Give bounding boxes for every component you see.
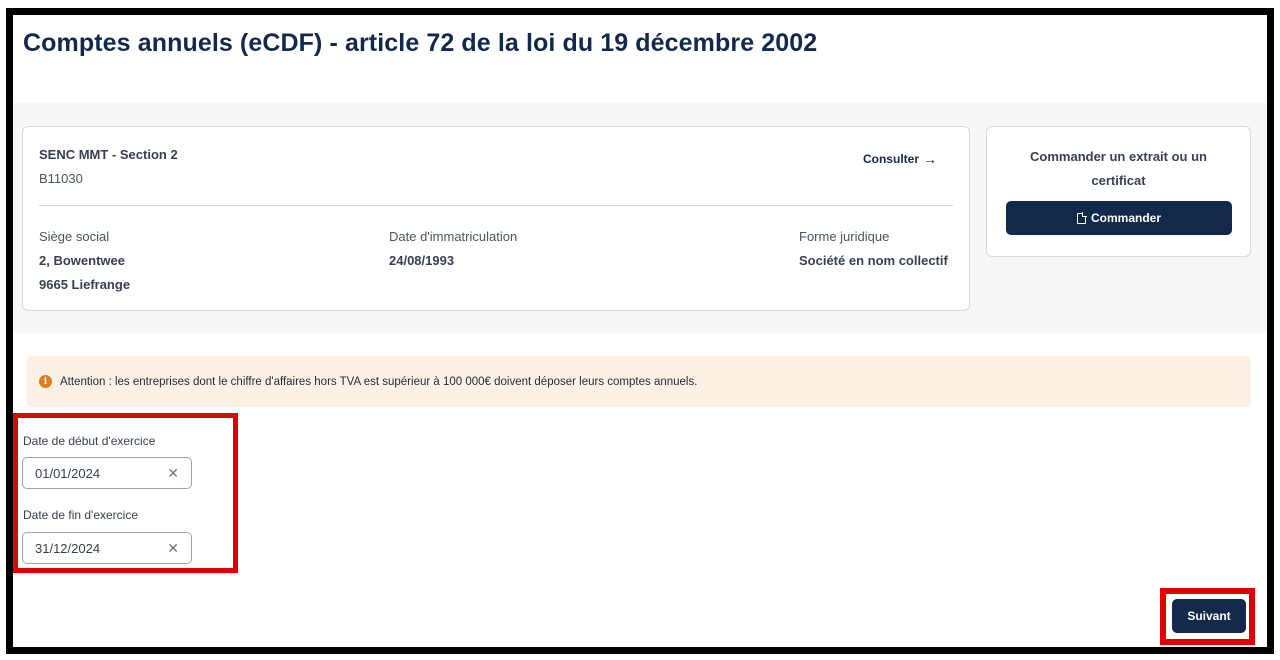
order-button-label: Commander — [1090, 211, 1161, 225]
registration-date-value: 24/08/1993 — [389, 253, 455, 268]
registered-seat-street: 2, Bowentwee — [39, 253, 125, 268]
registered-seat-block — [39, 225, 130, 297]
card-divider — [39, 205, 953, 206]
next-button[interactable]: Suivant — [1172, 599, 1246, 633]
company-rcs-number: B11030 — [39, 171, 83, 186]
order-card — [986, 126, 1251, 257]
registered-seat-label: Siège social — [39, 229, 110, 244]
order-card-title: Commander un extrait ou un certificat — [1030, 149, 1207, 188]
close-icon[interactable]: ✕ — [167, 539, 179, 556]
registration-date-block — [389, 225, 517, 273]
alert-text: Attention : les entreprises dont le chiffre d'affaires hors TVA est supérieur à 100 000€ doivent déposer leurs comptes annuels. — [60, 375, 698, 388]
arrow-right-icon: → — [923, 151, 937, 167]
document-icon — [1077, 213, 1086, 224]
legal-form-value: Société en nom collectif — [799, 253, 948, 268]
screenshot-frame — [6, 8, 1274, 654]
order-button[interactable] — [1006, 201, 1232, 235]
registration-date-label: Date d'immatriculation — [389, 229, 518, 244]
consult-link[interactable] — [863, 151, 937, 167]
start-date-label: Date de début d'exercice — [23, 434, 156, 448]
company-name: SENC MMT - Section 2 — [39, 147, 178, 162]
close-icon[interactable]: ✕ — [167, 464, 179, 481]
end-date-value: 31/12/2024 — [35, 540, 101, 556]
registered-seat-city: 9665 Liefrange — [39, 277, 131, 292]
company-card — [22, 126, 970, 311]
legal-form-block — [799, 225, 948, 273]
info-icon: i — [39, 375, 52, 388]
start-date-input[interactable] — [22, 457, 192, 489]
legal-form-label: Forme juridique — [799, 229, 890, 244]
end-date-input[interactable] — [22, 532, 192, 564]
page-title: Comptes annuels (eCDF) - article 72 de la loi du 19 décembre 2002 — [23, 29, 818, 57]
consult-link-label: Consulter — [862, 152, 919, 166]
end-date-label: Date de fin d'exercice — [23, 508, 139, 522]
start-date-value: 01/01/2024 — [35, 465, 101, 481]
attention-alert — [27, 356, 1251, 407]
